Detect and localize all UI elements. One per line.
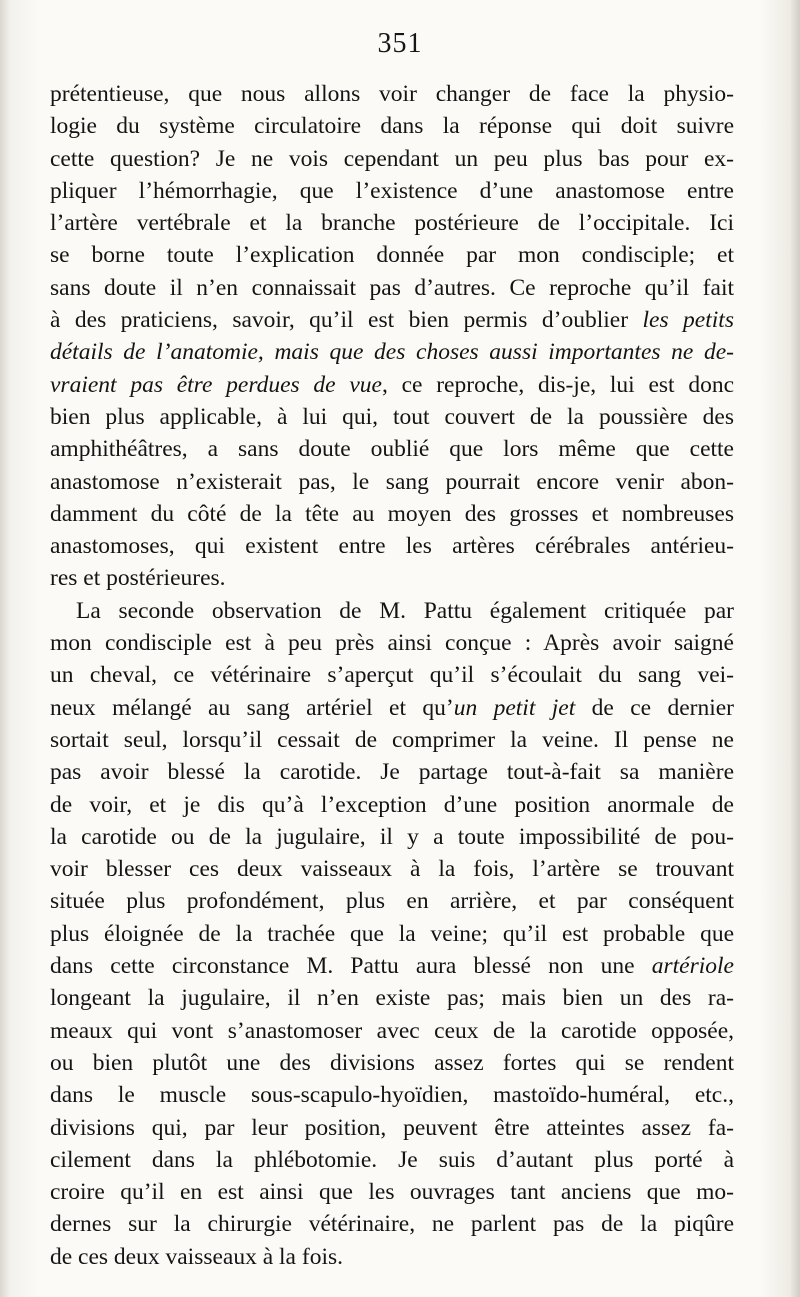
text-line <box>50 692 734 724</box>
text-line <box>50 466 734 498</box>
text-segment: neux mélangé au sang artériel et qu’ <box>50 694 454 721</box>
text-segment: bien plus applicable, à lui qui, tout couvert de la poussière des <box>50 403 734 430</box>
text-segment: mon condisciple est à peu près ainsi conçue : Après avoir saigné <box>50 630 734 657</box>
text-segment: de ces deux vaisseaux à la fois. <box>50 1243 343 1270</box>
text-line <box>50 433 734 465</box>
text-segment: un cheval, ce vétérinaire s’aperçut qu’il s’écoulait du sang vei- <box>50 662 734 689</box>
text-segment: res et postérieures. <box>50 565 226 592</box>
text-segment: pas avoir blessé la carotide. Je partage tout-à-fait sa manière <box>50 759 734 786</box>
text-segment: pliquer l’hémorrhagie, que l’existence d’une anastomose entre <box>50 177 734 204</box>
text-segment: de voir, et je dis qu’à l’exception d’une position anormale de <box>50 791 734 818</box>
text-line <box>50 756 734 788</box>
text-segment: voir blesser ces deux vaisseaux à la fois, l’artère se trouvant <box>50 856 734 883</box>
italic-text: les petits <box>642 307 734 334</box>
text-line <box>50 853 734 885</box>
text-line <box>50 885 734 917</box>
text-line <box>50 272 734 304</box>
text-line <box>50 562 734 594</box>
text-segment: sans doute il n’en connaissait pas d’autres. Ce reproche qu’il fait <box>50 274 734 301</box>
text-segment: anastomose n’existerait pas, le sang pourrait encore venir abon- <box>50 468 734 495</box>
text-segment: de ce dernier <box>575 694 734 721</box>
text-line <box>50 950 734 982</box>
text-segment: l’artère vertébrale et la branche postérieure de l’occipitale. Ici <box>50 210 734 237</box>
text-segment: cilement dans la phlébotomie. Je suis d’autant plus porté à <box>50 1146 734 1173</box>
text-line <box>50 175 734 207</box>
text-segment: plus éloignée de la trachée que la veine; qu’il est probable que <box>50 920 734 947</box>
text-line <box>50 1112 734 1144</box>
text-segment: se borne toute l’explication donnée par mon condisciple; et <box>50 242 734 269</box>
text-segment: la carotide ou de la jugulaire, il y a toute impossibilité de pou- <box>50 823 734 850</box>
italic-text: artériole <box>651 953 734 980</box>
text-line <box>50 207 734 239</box>
text-segment: croire qu’il en est ainsi que les ouvrages tant anciens que mo- <box>50 1179 734 1206</box>
text-line <box>50 498 734 530</box>
text-line <box>50 982 734 1014</box>
text-segment: divisions qui, par leur position, peuvent être atteintes assez fa- <box>50 1114 734 1141</box>
text-segment: à des praticiens, savoir, qu’il est bien permis d’oublier <box>50 307 643 334</box>
italic-text: un petit jet <box>453 694 576 721</box>
text-segment: prétentieuse, que nous allons voir changer de face la physio- <box>50 81 734 107</box>
text-segment: , ce reproche, dis-je, lui est donc <box>381 371 734 398</box>
text-segment: dans cette circonstance M. Pattu aura blessé non une <box>50 953 652 980</box>
text-line <box>50 1208 734 1240</box>
text-segment: damment du côté de la tête au moyen des grosses et nombreuses <box>50 500 734 527</box>
text-line <box>50 530 734 562</box>
text-segment: amphithéâtres, a sans doute oublié que lors même que cette <box>50 436 734 463</box>
text-line <box>50 789 734 821</box>
text-line <box>50 1015 734 1047</box>
text-line <box>50 918 734 950</box>
text-segment: La seconde observation de M. Pattu également critiquée par <box>76 597 734 624</box>
text-line <box>50 1176 734 1208</box>
italic-text: vraient pas être perdues de vue <box>50 371 382 398</box>
text-line <box>50 78 734 110</box>
text-line <box>50 821 734 853</box>
text-line <box>50 724 734 756</box>
body-text <box>50 78 734 1273</box>
text-segment: ou bien plutôt une des divisions assez fortes qui se rendent <box>50 1049 734 1076</box>
text-line <box>50 1144 734 1176</box>
text-segment: anastomoses, qui existent entre les artères cérébrales antérieu- <box>50 533 734 560</box>
text-segment: longeant la jugulaire, il n’en existe pas; mais bien un des ra- <box>50 985 734 1012</box>
text-line <box>50 369 734 401</box>
text-line <box>50 1047 734 1079</box>
text-line <box>50 659 734 691</box>
page-number: 351 <box>377 28 423 59</box>
text-line <box>50 110 734 142</box>
italic-text: détails de l’anatomie, mais que des choses aussi importantes ne de- <box>50 339 734 366</box>
text-segment: dans le muscle sous-scapulo-hyoïdien, mastoïdo-huméral, etc., <box>50 1082 734 1109</box>
text-line <box>50 595 734 627</box>
text-line <box>50 1079 734 1111</box>
text-segment: dernes sur la chirurgie vétérinaire, ne parlent pas de la piqûre <box>50 1211 734 1238</box>
text-line <box>50 143 734 175</box>
text-line <box>50 1241 734 1273</box>
text-line <box>50 627 734 659</box>
text-segment: sortait seul, lorsqu’il cessait de comprimer la veine. Il pense ne <box>50 726 734 753</box>
text-segment: cette question? Je ne vois cependant un peu plus bas pour ex- <box>50 145 734 172</box>
text-line <box>50 304 734 336</box>
text-segment: meaux qui vont s’anastomoser avec ceux de la carotide opposée, <box>50 1017 734 1044</box>
text-line <box>50 336 734 368</box>
text-line <box>50 239 734 271</box>
text-segment: logie du système circulatoire dans la réponse qui doit suivre <box>50 113 734 140</box>
text-segment: située plus profondément, plus en arrière, et par conséquent <box>50 888 734 915</box>
text-line <box>50 401 734 433</box>
